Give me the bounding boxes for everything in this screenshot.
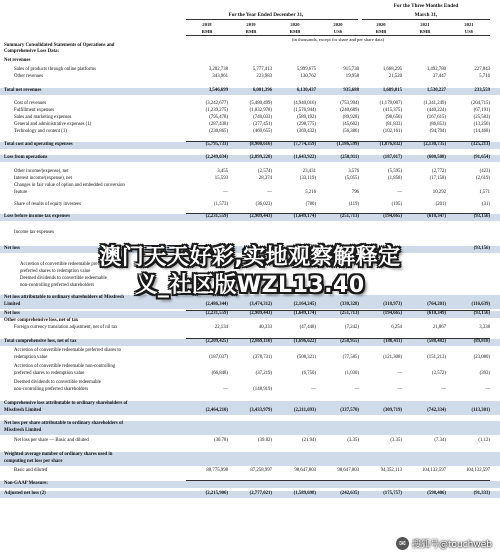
row-value: (25,583) — [473, 115, 490, 120]
currency-header: US$ — [464, 29, 474, 34]
row-value: (242,635) — [340, 491, 359, 496]
row-label: Net loss — [4, 311, 20, 316]
row-value: (5,795,733) — [205, 142, 228, 147]
row-value: (93,156) — [473, 246, 490, 251]
row-value: (7,242) — [345, 325, 359, 330]
row-value: (287,438) — [209, 122, 228, 127]
row-label: Weighted average number of ordinary shares used in — [4, 452, 113, 457]
row-label: Fulfillment expenses — [14, 108, 55, 113]
row-value: — — [441, 387, 446, 392]
row-value: 37,447 — [432, 74, 446, 79]
row-value: (600,508) — [427, 155, 446, 160]
row-value: (1,876,832) — [379, 142, 402, 147]
row-value: 5,999,675 — [296, 67, 316, 72]
currency-header: US$ — [333, 29, 343, 34]
row-label: Other revenues — [14, 74, 44, 79]
row-label: Other comprehensive loss, net of tax — [4, 318, 79, 323]
row-value: (2,464,210) — [205, 408, 228, 413]
group1-title: For the Year Ended December 31, — [228, 12, 304, 18]
group2-title: For the Three Months Ended — [393, 3, 459, 9]
row-value: 21,520 — [388, 74, 402, 79]
row-value: — — [354, 387, 359, 392]
row-highlight — [0, 481, 500, 488]
row-value: (2,209,425) — [205, 339, 228, 344]
row-value: (309,719) — [383, 408, 402, 413]
row-label: Total net revenues — [4, 88, 42, 93]
row-value: (1,589,698) — [293, 491, 316, 496]
row-value: (187,037) — [209, 355, 228, 360]
row-value: — — [485, 387, 490, 392]
row-label: preferred shares to redemption value — [20, 269, 91, 274]
row-value: 15,593 — [214, 176, 228, 181]
row-value: (251,713) — [340, 311, 359, 316]
row-value: (378,731) — [253, 355, 272, 360]
row-value: (764,201) — [427, 302, 446, 307]
row-value: (2,899,220) — [249, 155, 272, 160]
row-value: (250,911) — [340, 155, 359, 160]
row-value: (23,080) — [473, 355, 490, 360]
row-value: (780) — [305, 202, 316, 207]
row-value: (423) — [479, 169, 490, 174]
row-value: (2,772) — [432, 169, 446, 174]
row-label: Accretion of convertible redeemable non-controlling — [14, 364, 116, 369]
row-value: (13,256) — [473, 122, 490, 127]
row-value: (393) — [479, 371, 490, 376]
row-value: (1,643,922) — [293, 155, 316, 160]
row-value: (2,486,344) — [205, 302, 228, 307]
row-value: 5,777,413 — [252, 67, 272, 72]
watermark — [396, 536, 492, 550]
headline-overlay — [0, 238, 500, 298]
currency-header: RMB — [289, 29, 301, 34]
row-value: 343,961 — [212, 74, 228, 79]
row-value: 10,292 — [432, 190, 446, 195]
row-value: (3,474,312) — [249, 302, 272, 307]
row-value: 3,338 — [479, 325, 490, 330]
row-value: (5,595) — [388, 169, 402, 174]
group2-title-line2: March 31, — [414, 12, 438, 18]
row-value: (1,696,622) — [293, 339, 316, 344]
row-label: Sales and marketing expenses — [14, 115, 72, 120]
row-value: (469,655) — [253, 129, 272, 134]
year-header: 2021 — [464, 22, 474, 27]
row-label: Foreign currency translation adjustment, net of nil tax — [14, 325, 118, 330]
row-value: 1,530,227 — [426, 88, 446, 93]
row-value: (47,448) — [299, 325, 316, 330]
row-label: Net revenues — [4, 58, 31, 63]
row-value: (175,757) — [383, 491, 402, 496]
row-value: (1,832,978) — [249, 108, 272, 113]
row-value: (37,219) — [255, 371, 272, 376]
row-label: Deemed dividends to convertible redeemable — [20, 276, 107, 281]
row-value: 3,455 — [217, 169, 228, 174]
row-value: (93,156) — [473, 214, 490, 219]
row-value: (94,794) — [429, 129, 446, 134]
row-value: 223,983 — [256, 74, 272, 79]
row-value: (3.35) — [347, 438, 359, 443]
row-value: 3,546,699 — [208, 88, 228, 93]
row-label: Summary Consolidated Statements of Operations and — [4, 43, 115, 48]
row-value: (1,341,249) — [423, 101, 446, 106]
row-value: (188,411) — [383, 339, 402, 344]
row-value: (610,347) — [427, 214, 446, 219]
row-value: (2,249,034) — [205, 155, 228, 160]
row-value: (1,573) — [214, 202, 228, 207]
row-value: 130,762 — [300, 74, 316, 79]
row-label: Interest income/(expense), net — [14, 176, 72, 181]
row-value: 19,958 — [345, 74, 359, 79]
row-value: (6,750) — [302, 371, 316, 376]
row-label: Comprehensive loss attributable to ordinary shareholders of — [4, 401, 128, 406]
row-value: (167,615) — [427, 115, 446, 120]
year-header: 2018 — [202, 22, 212, 27]
row-value: 1,492,780 — [426, 67, 446, 72]
row-value: — — [267, 190, 272, 195]
row-value: (89,818) — [473, 339, 490, 344]
row-value: (36,023) — [255, 202, 272, 207]
row-value: (4,940,016) — [293, 101, 316, 106]
row-value: (194,665) — [383, 214, 402, 219]
row-value: (30.78) — [214, 438, 228, 443]
row-value: 233,559 — [474, 88, 490, 93]
row-value: (2,211,693) — [293, 408, 316, 413]
row-value: (3,242,677) — [205, 101, 228, 106]
currency-underline — [186, 35, 490, 36]
row-value: (113,301) — [471, 408, 490, 413]
row-value: (14,468) — [473, 129, 490, 134]
row-value: (119) — [348, 202, 359, 207]
row-label: Accretion of convertible redeemable preferred shares — [20, 262, 123, 267]
row-value: (795,478) — [209, 115, 228, 120]
row-value: 40,333 — [258, 325, 272, 330]
row-value: (2,777,021) — [249, 491, 272, 496]
row-value: (77,585) — [342, 355, 359, 360]
row-value: 23,431 — [302, 169, 316, 174]
row-value: (31) — [482, 202, 490, 207]
year-header: 2020 — [333, 22, 343, 27]
group2-underline — [362, 19, 490, 20]
row-value: (1,179,007) — [379, 101, 402, 106]
currency-header: RMB — [245, 29, 257, 34]
units-note: (in thousands, except for share and per share data) — [291, 37, 385, 42]
row-value: (33,119) — [299, 176, 316, 181]
row-value: (589,192) — [297, 115, 316, 120]
row-value: 21,867 — [432, 325, 446, 330]
row-value: (5,480,499) — [249, 101, 272, 106]
row-value: (598,406) — [427, 491, 446, 496]
row-highlight — [0, 428, 500, 435]
row-value: (39.82) — [258, 438, 272, 443]
row-value: (3,433,979) — [249, 408, 272, 413]
row-value: (258,955) — [340, 339, 359, 344]
row-label: Loss from operations — [4, 155, 48, 160]
row-label: non-controlling preferred shareholders — [20, 283, 95, 288]
overlay-line-2: 义_社区版WZL13.40 — [135, 273, 365, 298]
row-value: (187,017) — [383, 155, 402, 160]
row-value: — — [311, 387, 316, 392]
row-value: (753,994) — [340, 101, 359, 106]
row-value: (588,482) — [427, 339, 446, 344]
row-value: (1,030) — [345, 371, 359, 376]
year-header: 2020 — [290, 22, 300, 27]
row-value: — — [223, 387, 228, 392]
year-header: 2019 — [246, 22, 256, 27]
row-value: — — [397, 371, 402, 376]
row-value: (148,919) — [253, 387, 272, 392]
row-value: (1,576,944) — [293, 108, 316, 113]
row-value: (1.12) — [478, 438, 490, 443]
row-label: Technology and content (1) — [14, 129, 67, 134]
row-value: (66,848) — [211, 371, 228, 376]
row-label: Net loss per share attributable to ordinary shareholders of — [4, 421, 124, 426]
row-value: (91,654) — [473, 155, 490, 160]
row-value: (56,386) — [342, 129, 359, 134]
row-label: General and administrative expenses (1) — [14, 122, 92, 127]
row-value: 87,258,997 — [250, 468, 272, 473]
row-value: 6,130,437 — [296, 88, 316, 93]
row-value: — — [397, 387, 402, 392]
row-value: (2,231,559) — [205, 214, 228, 219]
row-value: (230,865) — [209, 129, 228, 134]
row-label: redemption value — [14, 355, 48, 360]
row-value: 98,647,803 — [294, 468, 316, 473]
row-value: (121,308) — [383, 355, 402, 360]
row-value: (194,665) — [383, 311, 402, 316]
row-value: (740,033) — [253, 115, 272, 120]
row-value: (86,853) — [429, 122, 446, 127]
row-value: (2,619) — [476, 176, 490, 181]
row-value: (742,334) — [427, 408, 446, 413]
row-value: (116,639) — [471, 302, 490, 307]
row-value: — — [223, 190, 228, 195]
row-value: (93,156) — [473, 311, 490, 316]
row-value: (102,161) — [383, 129, 402, 134]
row-value: (369,432) — [297, 129, 316, 134]
group1-underline — [186, 19, 358, 20]
row-value: 80,775,998 — [206, 468, 228, 473]
row-label: Missfresh Limited — [4, 428, 42, 433]
row-value: (2,909,443) — [249, 311, 272, 316]
row-value: 935,688 — [343, 88, 359, 93]
row-value: (2,215,906) — [205, 491, 228, 496]
row-value: (2,909,443) — [249, 214, 272, 219]
row-value: (204,715) — [471, 101, 490, 106]
row-value: (318,973) — [383, 302, 402, 307]
row-label: Net loss attributable to ordinary shareholders of Missfresh — [4, 295, 124, 300]
row-value: 22,134 — [214, 325, 228, 330]
row-value: (8,900,616) — [249, 142, 272, 147]
row-label: Other income/(expense), net — [14, 169, 69, 174]
overlay-line-1: 澳门天天好彩,实地观察解释定 — [99, 245, 401, 270]
row-value: 94,352,113 — [380, 468, 402, 473]
row-value: (298,775) — [297, 122, 316, 127]
row-label: preferred shares to redemption value — [14, 371, 85, 376]
row-value: (91,333) — [473, 491, 490, 496]
row-value: (2,231,559) — [205, 311, 228, 316]
row-label: Share of results of equity investees — [14, 202, 82, 207]
currency-header: RMB — [375, 29, 387, 34]
row-value: 1,668,295 — [382, 67, 402, 72]
row-value: — — [397, 190, 402, 195]
row-value: (377,451) — [253, 122, 272, 127]
row-highlight — [0, 459, 500, 466]
row-value: (3.35) — [390, 438, 402, 443]
row-value: 796 — [351, 190, 359, 195]
row-value: (201) — [435, 202, 446, 207]
year-header: 2020 — [376, 22, 386, 27]
row-value: (2,130,735) — [423, 142, 446, 147]
row-value: (195) — [391, 202, 402, 207]
row-value: (508,321) — [297, 355, 316, 360]
row-value: 1,571 — [479, 190, 490, 195]
row-value: 3,576 — [348, 169, 359, 174]
row-label: Changes in fair value of option and embedded conversion — [14, 183, 125, 188]
row-value: (67,191) — [473, 108, 490, 113]
total-rule — [186, 480, 490, 481]
row-value: 3,202,738 — [208, 67, 228, 72]
row-value: (151,213) — [427, 355, 446, 360]
row-label: Total comprehensive loss, net of tax — [4, 339, 77, 344]
row-label: Deemed dividends to convertible redeemable — [14, 380, 101, 385]
row-value: (5,055) — [345, 176, 359, 181]
row-value: (2,572) — [432, 371, 446, 376]
row-value: (415,375) — [383, 108, 402, 113]
row-value: (1,186,599) — [336, 142, 359, 147]
row-value: (2,574) — [258, 169, 272, 174]
row-label: Non-GAAP Measure: — [4, 481, 49, 486]
row-value: (2,869,110) — [249, 339, 272, 344]
row-value: (81,833) — [385, 122, 402, 127]
row-label: Loss before income tax expenses — [4, 214, 70, 219]
row-label: Net loss per share — Basic and diluted — [14, 438, 89, 443]
row-label: Total cost and operating expenses — [4, 142, 73, 147]
row-label: Limited — [4, 302, 21, 307]
row-value: 98,647,803 — [337, 468, 359, 473]
row-value: (21.94) — [302, 438, 316, 443]
row-value: 6,001,396 — [252, 88, 272, 93]
row-label: Accretion of convertible redeemable preferred shares to — [14, 348, 122, 353]
row-label: Basic and diluted — [14, 468, 48, 473]
row-value: (17,158) — [429, 176, 446, 181]
row-value: 28,374 — [258, 176, 272, 181]
row-value: 227,843 — [474, 67, 490, 72]
row-label: Cost of revenues — [14, 101, 47, 106]
row-label: computing net loss per share — [4, 459, 63, 464]
row-value: (45,602) — [342, 122, 359, 127]
row-value: (89,928) — [342, 115, 359, 120]
row-value: 1,689,815 — [382, 88, 402, 93]
row-value: 104,132,597 — [422, 468, 446, 473]
row-value: (440,224) — [427, 108, 446, 113]
row-value: 5,716 — [479, 74, 490, 79]
row-value: (325,213) — [471, 142, 490, 147]
watermark-text: 搜狐号@touchweb — [411, 539, 492, 550]
row-value: (2,164,245) — [293, 302, 316, 307]
row-value: 6,254 — [391, 325, 402, 330]
row-value: (1,858) — [388, 176, 402, 181]
row-value: (330,328) — [340, 302, 359, 307]
row-value: (337,570) — [340, 408, 359, 413]
row-label: non-controlling preferred shareholders — [14, 387, 89, 392]
row-label: Income tax expenses — [14, 230, 54, 235]
row-value: (240,689) — [340, 108, 359, 113]
row-label: Net loss — [4, 246, 20, 251]
row-value: (251,713) — [340, 214, 359, 219]
row-value: (7.34) — [434, 438, 446, 443]
row-value: (7,774,359) — [293, 142, 316, 147]
year-header: 2021 — [420, 22, 430, 27]
row-value: (1,649,174) — [293, 214, 316, 219]
row-value: (1,649,174) — [293, 311, 316, 316]
chat-icon: ✉ — [396, 537, 409, 550]
row-value: 915,730 — [343, 67, 359, 72]
currency-header: RMB — [201, 29, 213, 34]
row-label: Comprehensive Loss Data: — [4, 49, 60, 54]
row-value: (98,656) — [385, 115, 402, 120]
row-label: Adjusted net loss (2) — [4, 491, 46, 496]
row-label: feature — [14, 190, 28, 195]
currency-header: RMB — [419, 29, 431, 34]
row-value: (610,349) — [427, 311, 446, 316]
row-value: 5,216 — [305, 190, 316, 195]
row-label: Sales of products through online platforms — [14, 67, 96, 72]
row-value: (1,239,275) — [205, 108, 228, 113]
row-label: Missfresh Limited — [4, 408, 42, 413]
row-value: 104,132,597 — [466, 468, 490, 473]
